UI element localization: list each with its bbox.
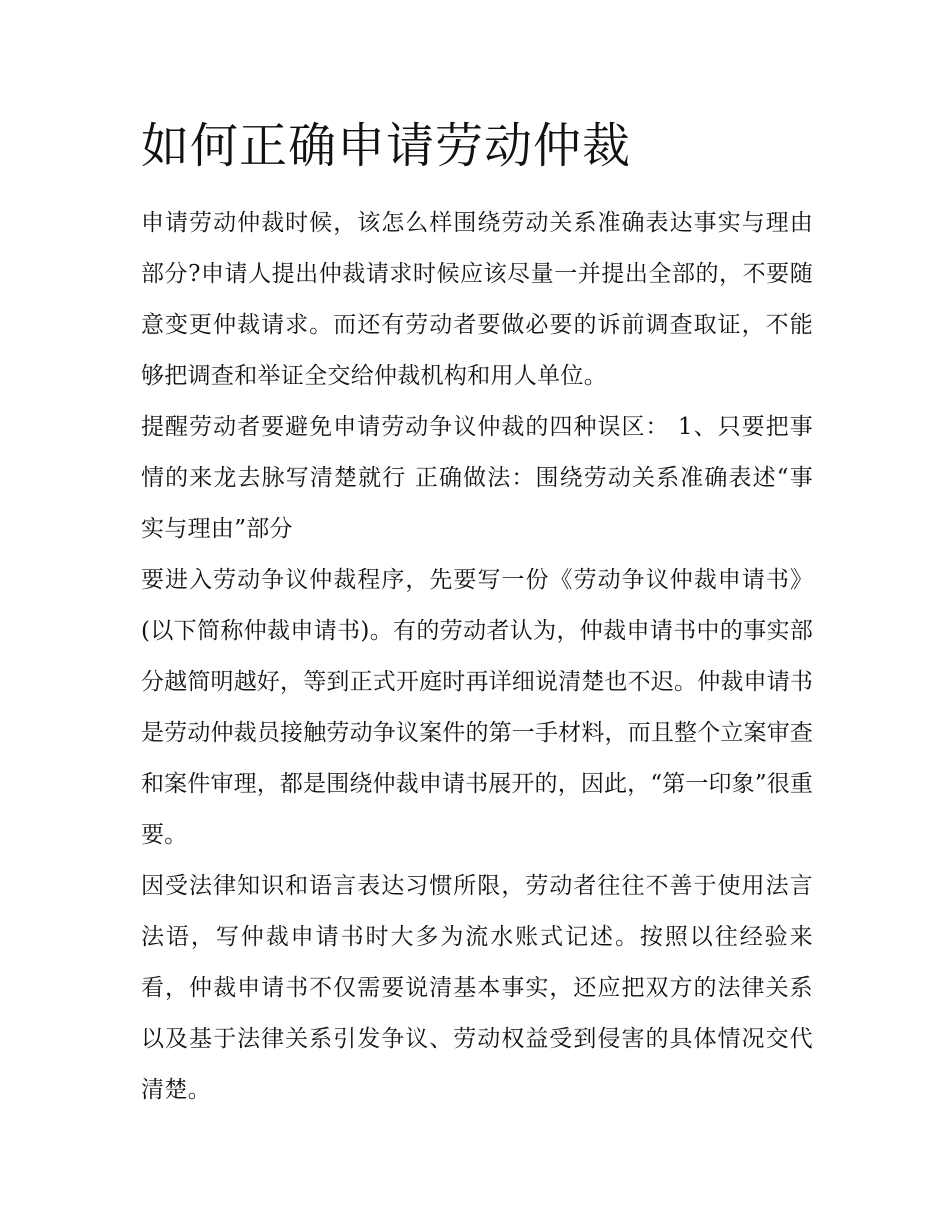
- paragraph-reminder: 提醒劳动者要避免申请劳动争议仲裁的四种误区： 1、只要把事情的来龙去脉写清楚就行 正确做法：围绕劳动关系准确表述“事实与理由”部分: [141, 414, 813, 542]
- document-body: [141, 198, 813, 1116]
- paragraph-intro: 申请劳动仲裁时候，该怎么样围绕劳动关系准确表达事实与理由部分?申请人提出仲裁请求时候应该尽量一并提出全部的，不要随意变更仲裁请求。而还有劳动者要做必要的诉前调查取证，不能够把调查和举证全交给仲裁机构和用人单位。: [141, 210, 813, 389]
- paragraph-application-book: 要进入劳动争议仲裁程序，先要写一份《劳动争议仲裁申请书》(以下简称仲裁申请书)。有的劳动者认为，仲裁申请书中的事实部分越简明越好，等到正式开庭时再详细说清楚也不迟。仲裁申请书是劳动仲裁员接触劳动争议案件的第一手材料，而且整个立案审查和案件审理，都是围绕仲裁申请书展开的，因此，“第一印象”很重要。: [141, 567, 813, 848]
- document-title: 如何正确申请劳动仲裁: [141, 118, 632, 174]
- paragraph-legal-expression: 因受法律知识和语言表达习惯所限，劳动者往往不善于使用法言法语，写仲裁申请书时大多为流水账式记述。按照以往经验来看，仲裁申请书不仅需要说清基本事实，还应把双方的法律关系以及基于法律关系引发争议、劳动权益受到侵害的具体情况交代清楚。: [141, 873, 813, 1103]
